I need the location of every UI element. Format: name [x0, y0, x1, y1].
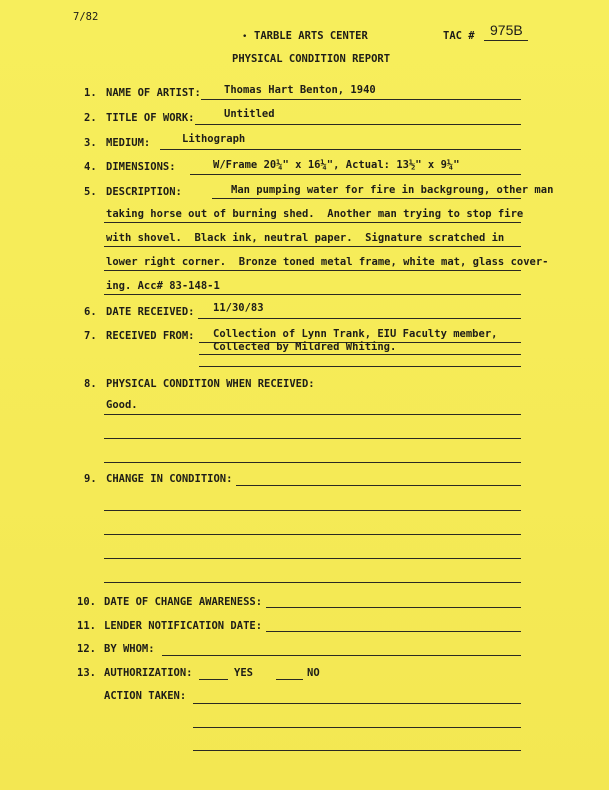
condition-rule-3 — [104, 462, 521, 463]
tac-number: 975B — [490, 22, 523, 38]
condition-received-label: PHYSICAL CONDITION WHEN RECEIVED: — [106, 378, 315, 390]
report-title: PHYSICAL CONDITION REPORT — [232, 53, 391, 65]
artist-value: Thomas Hart Benton, 1940 — [224, 84, 376, 96]
description-line-4: lower right corner. Bronze toned metal frame, white mat, glass cover- — [106, 256, 549, 268]
received-from-rule-3 — [199, 366, 521, 367]
no-blank-line — [276, 679, 303, 680]
item-number-1: 1. — [84, 87, 97, 99]
item-number-10: 10. — [77, 596, 96, 608]
item-number-5: 5. — [84, 186, 97, 198]
item-number-12: 12. — [77, 643, 96, 655]
item-number-11: 11. — [77, 620, 96, 632]
dimensions-value: W/Frame 20¼" x 16¼", Actual: 13½" x 9¼" — [213, 159, 460, 171]
received-from-label: RECEIVED FROM: — [106, 330, 195, 342]
received-from-line-1: Collection of Lynn Trank, EIU Faculty member, — [213, 328, 498, 340]
description-rule-5 — [104, 294, 521, 295]
bullet-mark: • — [242, 32, 248, 42]
medium-line — [160, 149, 521, 150]
action-rule-2 — [193, 727, 521, 728]
description-line-3: with shovel. Black ink, neutral paper. Signature scratched in — [106, 232, 505, 244]
item-number-6: 6. — [84, 306, 97, 318]
artist-line — [201, 99, 521, 100]
change-rule-5 — [104, 582, 521, 583]
description-line-5: ing. Acc# 83-148-1 — [106, 280, 220, 292]
condition-received-value: Good. — [106, 399, 138, 411]
action-rule-3 — [193, 750, 521, 751]
tac-label: TAC # — [443, 30, 475, 42]
condition-rule-1 — [104, 414, 521, 415]
date-change-awareness-line — [266, 607, 521, 608]
description-rule-3 — [104, 246, 521, 247]
description-rule-1 — [212, 198, 521, 199]
title-label: TITLE OF WORK: — [106, 112, 195, 124]
yes-blank-line — [199, 679, 228, 680]
dimensions-label: DIMENSIONS: — [106, 161, 176, 173]
condition-rule-2 — [104, 438, 521, 439]
received-from-rule-2 — [199, 354, 521, 355]
action-taken-label: ACTION TAKEN: — [104, 690, 187, 702]
item-number-2: 2. — [84, 112, 97, 124]
lender-notification-line — [266, 631, 521, 632]
description-line-2: taking horse out of burning shed. Another man trying to stop fire — [106, 208, 524, 220]
medium-label: MEDIUM: — [106, 137, 151, 149]
change-rule-4 — [104, 558, 521, 559]
date-received-label: DATE RECEIVED: — [106, 306, 195, 318]
item-number-7: 7. — [84, 330, 97, 342]
change-rule-1 — [236, 485, 521, 486]
by-whom-label: BY WHOM: — [104, 643, 155, 655]
date-change-awareness-label: DATE OF CHANGE AWARENESS: — [104, 596, 263, 608]
description-rule-2 — [104, 222, 521, 223]
item-number-4: 4. — [84, 161, 97, 173]
date-received-line — [198, 318, 521, 319]
change-in-condition-label: CHANGE IN CONDITION: — [106, 473, 233, 485]
artist-label: NAME OF ARTIST: — [106, 87, 201, 99]
item-number-13: 13. — [77, 667, 96, 679]
action-rule-1 — [193, 703, 521, 704]
authorization-label: AUTHORIZATION: — [104, 667, 193, 679]
dimensions-line — [190, 174, 521, 175]
yes-option: YES — [234, 667, 253, 679]
tac-number-line — [484, 40, 528, 41]
description-line-1: Man pumping water for fire in backgroung, other man — [231, 184, 554, 196]
title-value: Untitled — [224, 108, 275, 120]
title-line — [195, 124, 521, 125]
no-option: NO — [307, 667, 320, 679]
item-number-8: 8. — [84, 378, 97, 390]
change-rule-2 — [104, 510, 521, 511]
medium-value: Lithograph — [182, 133, 246, 145]
lender-notification-label: LENDER NOTIFICATION DATE: — [104, 620, 263, 632]
item-number-3: 3. — [84, 137, 97, 149]
change-rule-3 — [104, 534, 521, 535]
description-rule-4 — [104, 270, 521, 271]
organization-name: TARBLE ARTS CENTER — [254, 30, 368, 42]
description-label: DESCRIPTION: — [106, 186, 182, 198]
item-number-9: 9. — [84, 473, 97, 485]
date-received-value: 11/30/83 — [213, 302, 264, 314]
form-revision-date: 7/82 — [73, 11, 99, 23]
by-whom-line — [162, 655, 521, 656]
received-from-line-2: Collected by Mildred Whiting. — [213, 341, 397, 353]
